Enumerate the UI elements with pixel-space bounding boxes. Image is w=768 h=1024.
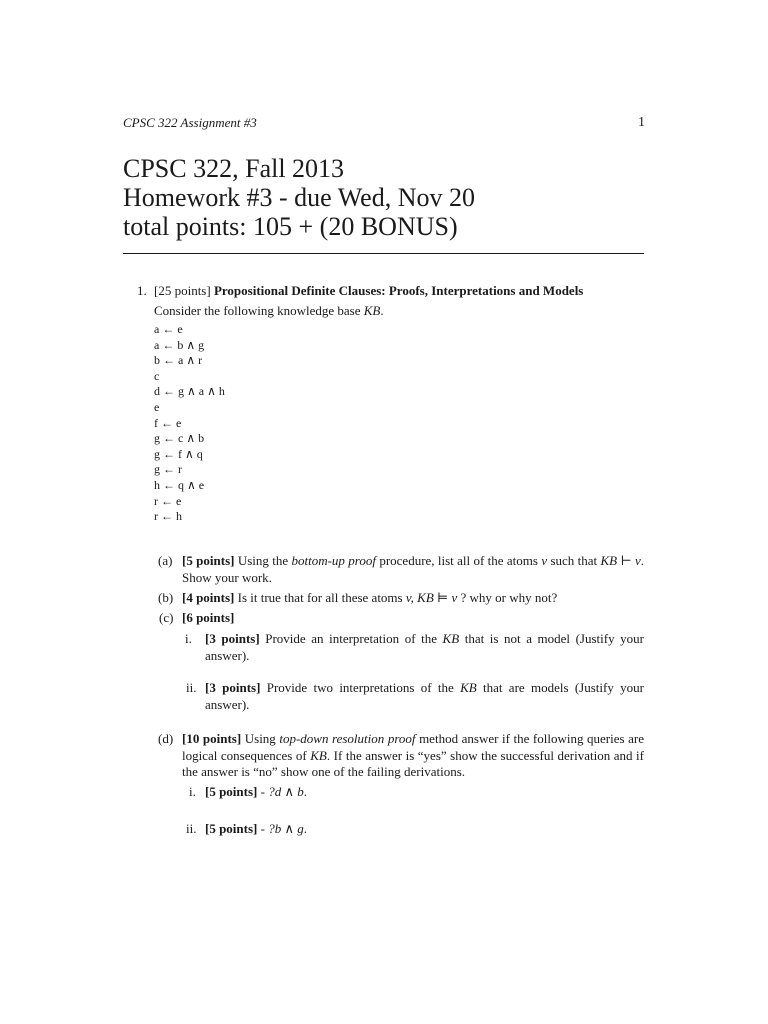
knowledge-base-clauses (154, 322, 225, 525)
part-c-ii-text (205, 680, 644, 713)
part-a-term: bottom-up proof (291, 553, 376, 568)
clause: f ← e (154, 415, 182, 430)
part-c-ii-label: ii. (186, 680, 197, 695)
part-a-points: [5 points] (182, 553, 235, 568)
running-head: CPSC 322 Assignment #3 (123, 115, 257, 130)
clause: r ← h (154, 509, 182, 524)
clause: h ← q ∧ e (154, 477, 205, 492)
part-b-text-1: Is it true that for all these atoms (234, 590, 406, 605)
part-d-text-3: . If the answer is “yes” show the successful derivation and if the answer is “no” show one of the failing derivations. (182, 747, 644, 779)
part-a-label: (a) (158, 553, 173, 568)
part-c-ii-text-1: Provide two interpretations of the (260, 680, 461, 695)
part-d-label: (d) (158, 731, 174, 746)
intro-text: Consider the following knowledge base (154, 303, 364, 318)
question-number: 1. (137, 283, 147, 298)
part-c-i-text-2: that is not a model (Justify your answer). (205, 631, 645, 663)
part-d-term: top-down resolution proof (279, 731, 416, 746)
part-c-points: [6 points] (182, 610, 235, 625)
part-b-label: (b) (158, 590, 174, 605)
clause: e (154, 399, 160, 414)
part-a-text-2: procedure, list all of the atoms (375, 553, 542, 568)
part-c-text (182, 610, 234, 627)
part-d-text-2: method answer if the following queries are logical consequences of (182, 731, 644, 763)
part-d-ii-text-1: - (257, 821, 269, 836)
question-title: Propositional Definite Clauses: Proofs, Interpretations and Models (213, 283, 584, 298)
clause: r ← e (154, 493, 182, 508)
part-a-text (182, 553, 644, 586)
intro-kb: KB (363, 303, 381, 318)
part-c-i-kb: KB (442, 631, 460, 646)
intro-end: . (380, 303, 384, 318)
part-b-text-2: ? why or why not? (457, 590, 558, 605)
part-d-i-text-2: . (303, 784, 307, 799)
part-a-text-4: . Show your work. (182, 553, 644, 585)
part-d-ii-label: ii. (186, 821, 197, 836)
title-points: total points: 105 + (20 BONUS) (123, 212, 458, 241)
page-number: 1 (638, 115, 645, 130)
part-c-ii-text-2: that are models (Justify your answer). (205, 680, 644, 712)
part-d-points: [10 points] (182, 731, 242, 746)
clause: g ← r (154, 462, 182, 477)
part-c-i-points: [3 points] (205, 631, 260, 646)
title-rule (123, 253, 644, 254)
part-c-i-text (205, 631, 644, 664)
part-d-ii-text-2: . (303, 821, 307, 836)
part-b-text (182, 590, 644, 607)
part-b-points: [4 points] (182, 590, 235, 605)
part-d-i-text-1: - (257, 784, 269, 799)
part-b-expr: v, KB ⊨ v (405, 590, 458, 605)
part-a-expr: KB ⊢ v (600, 553, 641, 568)
part-a-text-1: Using the (234, 553, 292, 568)
part-a-text-3: such that (547, 553, 601, 568)
question-intro (154, 303, 384, 319)
part-d-ii-points: [5 points] (205, 821, 258, 836)
part-d-text-1: Using (241, 731, 280, 746)
part-d-text (182, 731, 644, 781)
question-heading (154, 283, 583, 299)
part-d-i-points: [5 points] (205, 784, 258, 799)
clause: a ← e (154, 322, 183, 336)
part-a-var: v (541, 553, 548, 568)
clause: d ← g ∧ a ∧ h (154, 384, 225, 399)
part-d-ii-query: ?b ∧ g (268, 821, 304, 836)
title-homework: Homework #3 - due Wed, Nov 20 (123, 183, 475, 212)
part-d-i-label: i. (189, 784, 196, 799)
question-points: [25 points] (154, 283, 211, 298)
clause: a ← b ∧ g (154, 337, 205, 352)
part-c-label: (c) (159, 610, 174, 625)
part-c-i-text-1: Provide an interpretation of the (259, 631, 443, 646)
clause: g ← c ∧ b (154, 431, 205, 446)
title-course: CPSC 322, Fall 2013 (123, 154, 345, 183)
part-d-ii-text (205, 821, 307, 838)
part-c-ii-points: [3 points] (205, 680, 261, 695)
part-d-kb: KB (310, 747, 327, 763)
clause: b ← a ∧ r (154, 353, 203, 368)
clause: c (154, 368, 160, 383)
part-c-i-label: i. (185, 631, 192, 646)
clause: g ← f ∧ q (154, 446, 203, 461)
part-c-ii-kb: KB (460, 680, 477, 695)
document-title (123, 154, 475, 241)
part-d-i-query: ?d ∧ b (268, 784, 304, 799)
part-d-i-text (205, 784, 307, 801)
